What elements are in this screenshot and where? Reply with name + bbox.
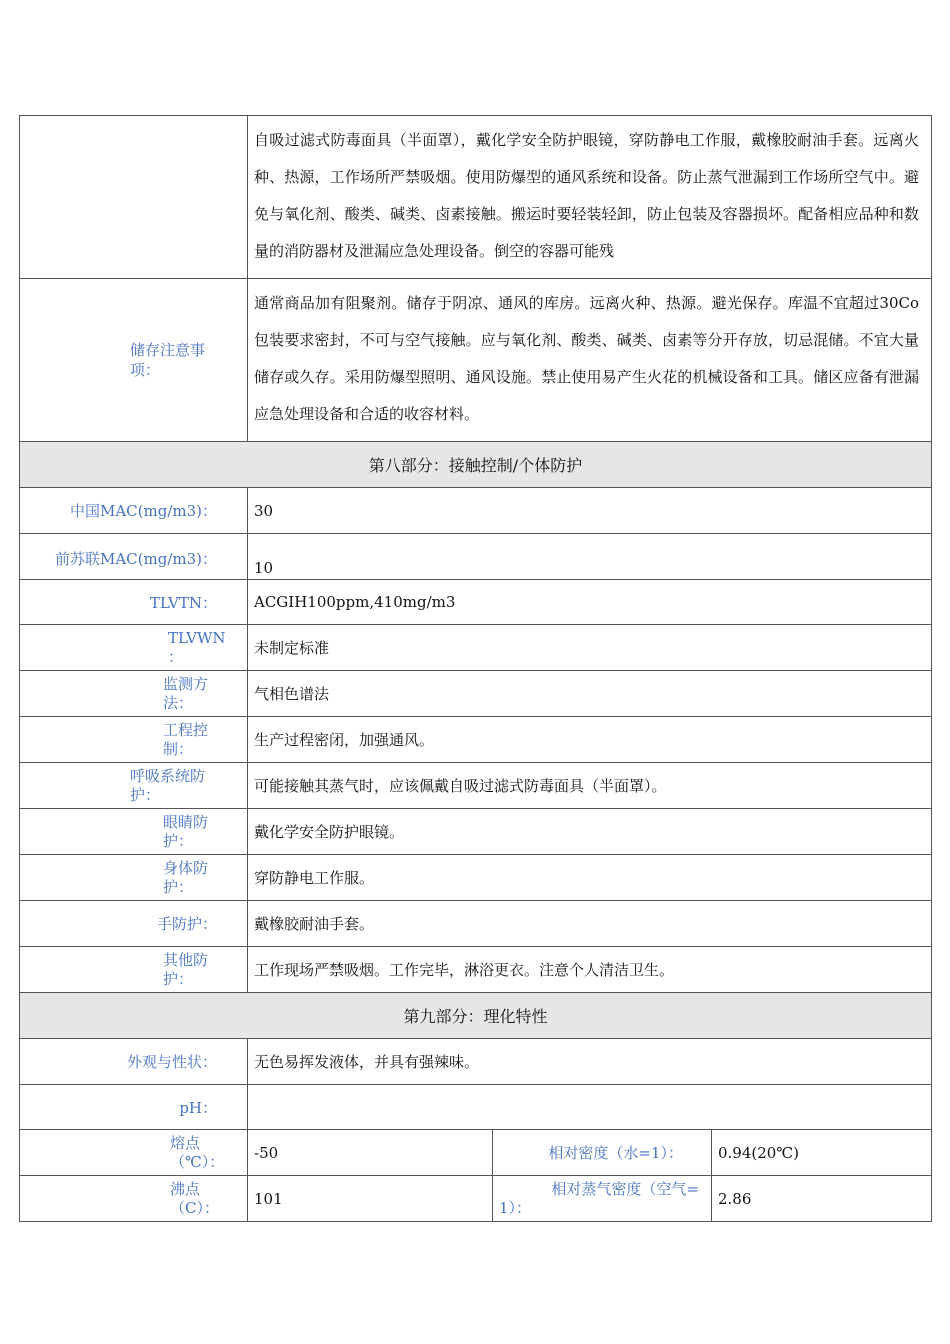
mp-label-line-1: 熔点 (170, 1133, 201, 1152)
relative-vapor-density-value: 2.86 (712, 1176, 932, 1222)
table-row (20, 580, 932, 625)
body-label-line-1: 身体防 (163, 858, 209, 877)
ph-value (248, 1085, 932, 1130)
eye-protection-value: 戴化学安全防护眼镜。 (248, 809, 932, 855)
appearance-value: 无色易挥发液体，并具有强辣味。 (248, 1039, 932, 1085)
eng-label-line-1: 工程控 (163, 720, 209, 739)
mac-su-value: 10 (248, 534, 932, 580)
table-row (20, 534, 932, 580)
melting-point-label (170, 1134, 224, 1172)
boiling-point-value: 101 (248, 1176, 493, 1222)
table-row (20, 947, 932, 993)
monitor-label-line-1: 监测方 (163, 674, 209, 693)
monitor-label-line-2: 法： (163, 693, 194, 712)
body-label-line-2: 护： (163, 877, 194, 896)
vd-label-line-1: 相对蒸气密度（空气= (551, 1179, 699, 1198)
eye-label-line-2: 护： (163, 831, 194, 850)
empty-label-cell (20, 116, 248, 279)
table-row (20, 855, 932, 901)
relative-density-value: 0.94(20℃) (712, 1130, 932, 1176)
resp-label-line-2: 护： (130, 785, 161, 804)
hand-protection-label: 手防护： (20, 901, 248, 947)
bp-label-line-1: 沸点 (170, 1179, 201, 1198)
other-label-line-2: 护： (163, 969, 194, 988)
bp-label-line-2: （C）： (170, 1198, 219, 1217)
appearance-label: 外观与性状： (20, 1039, 248, 1085)
table-row (20, 1085, 932, 1130)
tlvwn-label-line-2: ： (168, 647, 184, 666)
body-protection-label (163, 859, 208, 897)
monitor-method-label (163, 675, 208, 713)
engineering-control-value: 生产过程密闭，加强通风。 (248, 717, 932, 763)
other-protection-label (163, 951, 208, 989)
operation-notes-text: 自吸过滤式防毒面具（半面罩），戴化学安全防护眼镜，穿防静电工作服，戴橡胶耐油手套。远离火种、热源，工作场所严禁吸烟。使用防爆型的通风系统和设备。防止蒸气泄漏到工作场所空气中。避免与氧化剂、酸类、碱类、卤素接触。搬运时要轻装轻卸，防止包装及容器损坏。配备相应品种和数量的消防器材及泄漏应急处理设备。倒空的容器可能残 (248, 116, 932, 279)
other-protection-value: 工作现场严禁吸烟。工作完毕，淋浴更衣。注意个人清洁卫生。 (248, 947, 932, 993)
table-row (20, 671, 932, 717)
hand-protection-value: 戴橡胶耐油手套。 (248, 901, 932, 947)
tlvtn-value: ACGIH100ppm,410mg/m3 (248, 580, 932, 625)
mac-su-label: 前苏联MAC(mg/m3)： (20, 534, 248, 580)
table-row (20, 809, 932, 855)
ph-label: pH： (20, 1085, 248, 1130)
section-8-header: 第八部分：接触控制/个体防护 (20, 442, 932, 488)
table-row (20, 116, 932, 279)
engineering-control-label (163, 721, 208, 759)
mac-cn-label: 中国MAC(mg/m3)： (20, 488, 248, 534)
tlvwn-label-line-1: TLVWN (168, 628, 226, 647)
eye-label-line-1: 眼睛防 (163, 812, 209, 831)
storage-notes-label: 储存注意事项： (130, 341, 206, 379)
eng-label-line-2: 制： (163, 739, 194, 758)
section-9-header: 第九部分：理化特性 (20, 993, 932, 1039)
eye-protection-label (163, 813, 208, 851)
resp-label-line-1: 呼吸系统防 (130, 766, 206, 785)
relative-vapor-density-label (499, 1180, 699, 1218)
mp-label-line-2: （℃）： (170, 1152, 225, 1171)
table-row (20, 1176, 932, 1222)
tlvtn-label: TLVTN： (20, 580, 248, 625)
relative-density-label: 相对密度（水=1）： (493, 1130, 712, 1176)
msds-table (19, 115, 932, 1222)
table-row (20, 1130, 932, 1176)
other-label-line-1: 其他防 (163, 950, 209, 969)
tlvwn-label (168, 629, 226, 667)
table-row (20, 763, 932, 809)
mac-cn-value: 30 (248, 488, 932, 534)
table-row (20, 1039, 932, 1085)
monitor-method-value: 气相色谱法 (248, 671, 932, 717)
body-protection-value: 穿防静电工作服。 (248, 855, 932, 901)
table-row (20, 279, 932, 442)
melting-point-value: -50 (248, 1130, 493, 1176)
table-row (20, 993, 932, 1039)
table-row (20, 901, 932, 947)
storage-notes-text: 通常商品加有阻聚剂。储存于阴凉、通风的库房。远离火种、热源。避光保存。库温不宜超过30Co包装要求密封，不可与空气接触。应与氧化剂、酸类、碱类、卤素等分开存放，切忌混储。不宜大量储存或久存。采用防爆型照明、通风设施。禁止使用易产生火花的机械设备和工具。储区应备有泄漏应急处理设备和合适的收容材料。 (248, 279, 932, 442)
boiling-point-label (170, 1180, 219, 1218)
table-row (20, 625, 932, 671)
tlvwn-value: 未制定标准 (248, 625, 932, 671)
table-row (20, 488, 932, 534)
vd-label-line-2: 1）： (499, 1198, 532, 1217)
respiratory-protection-label (130, 767, 205, 805)
table-row (20, 442, 932, 488)
respiratory-protection-value: 可能接触其蒸气时，应该佩戴自吸过滤式防毒面具（半面罩）。 (248, 763, 932, 809)
table-row (20, 717, 932, 763)
